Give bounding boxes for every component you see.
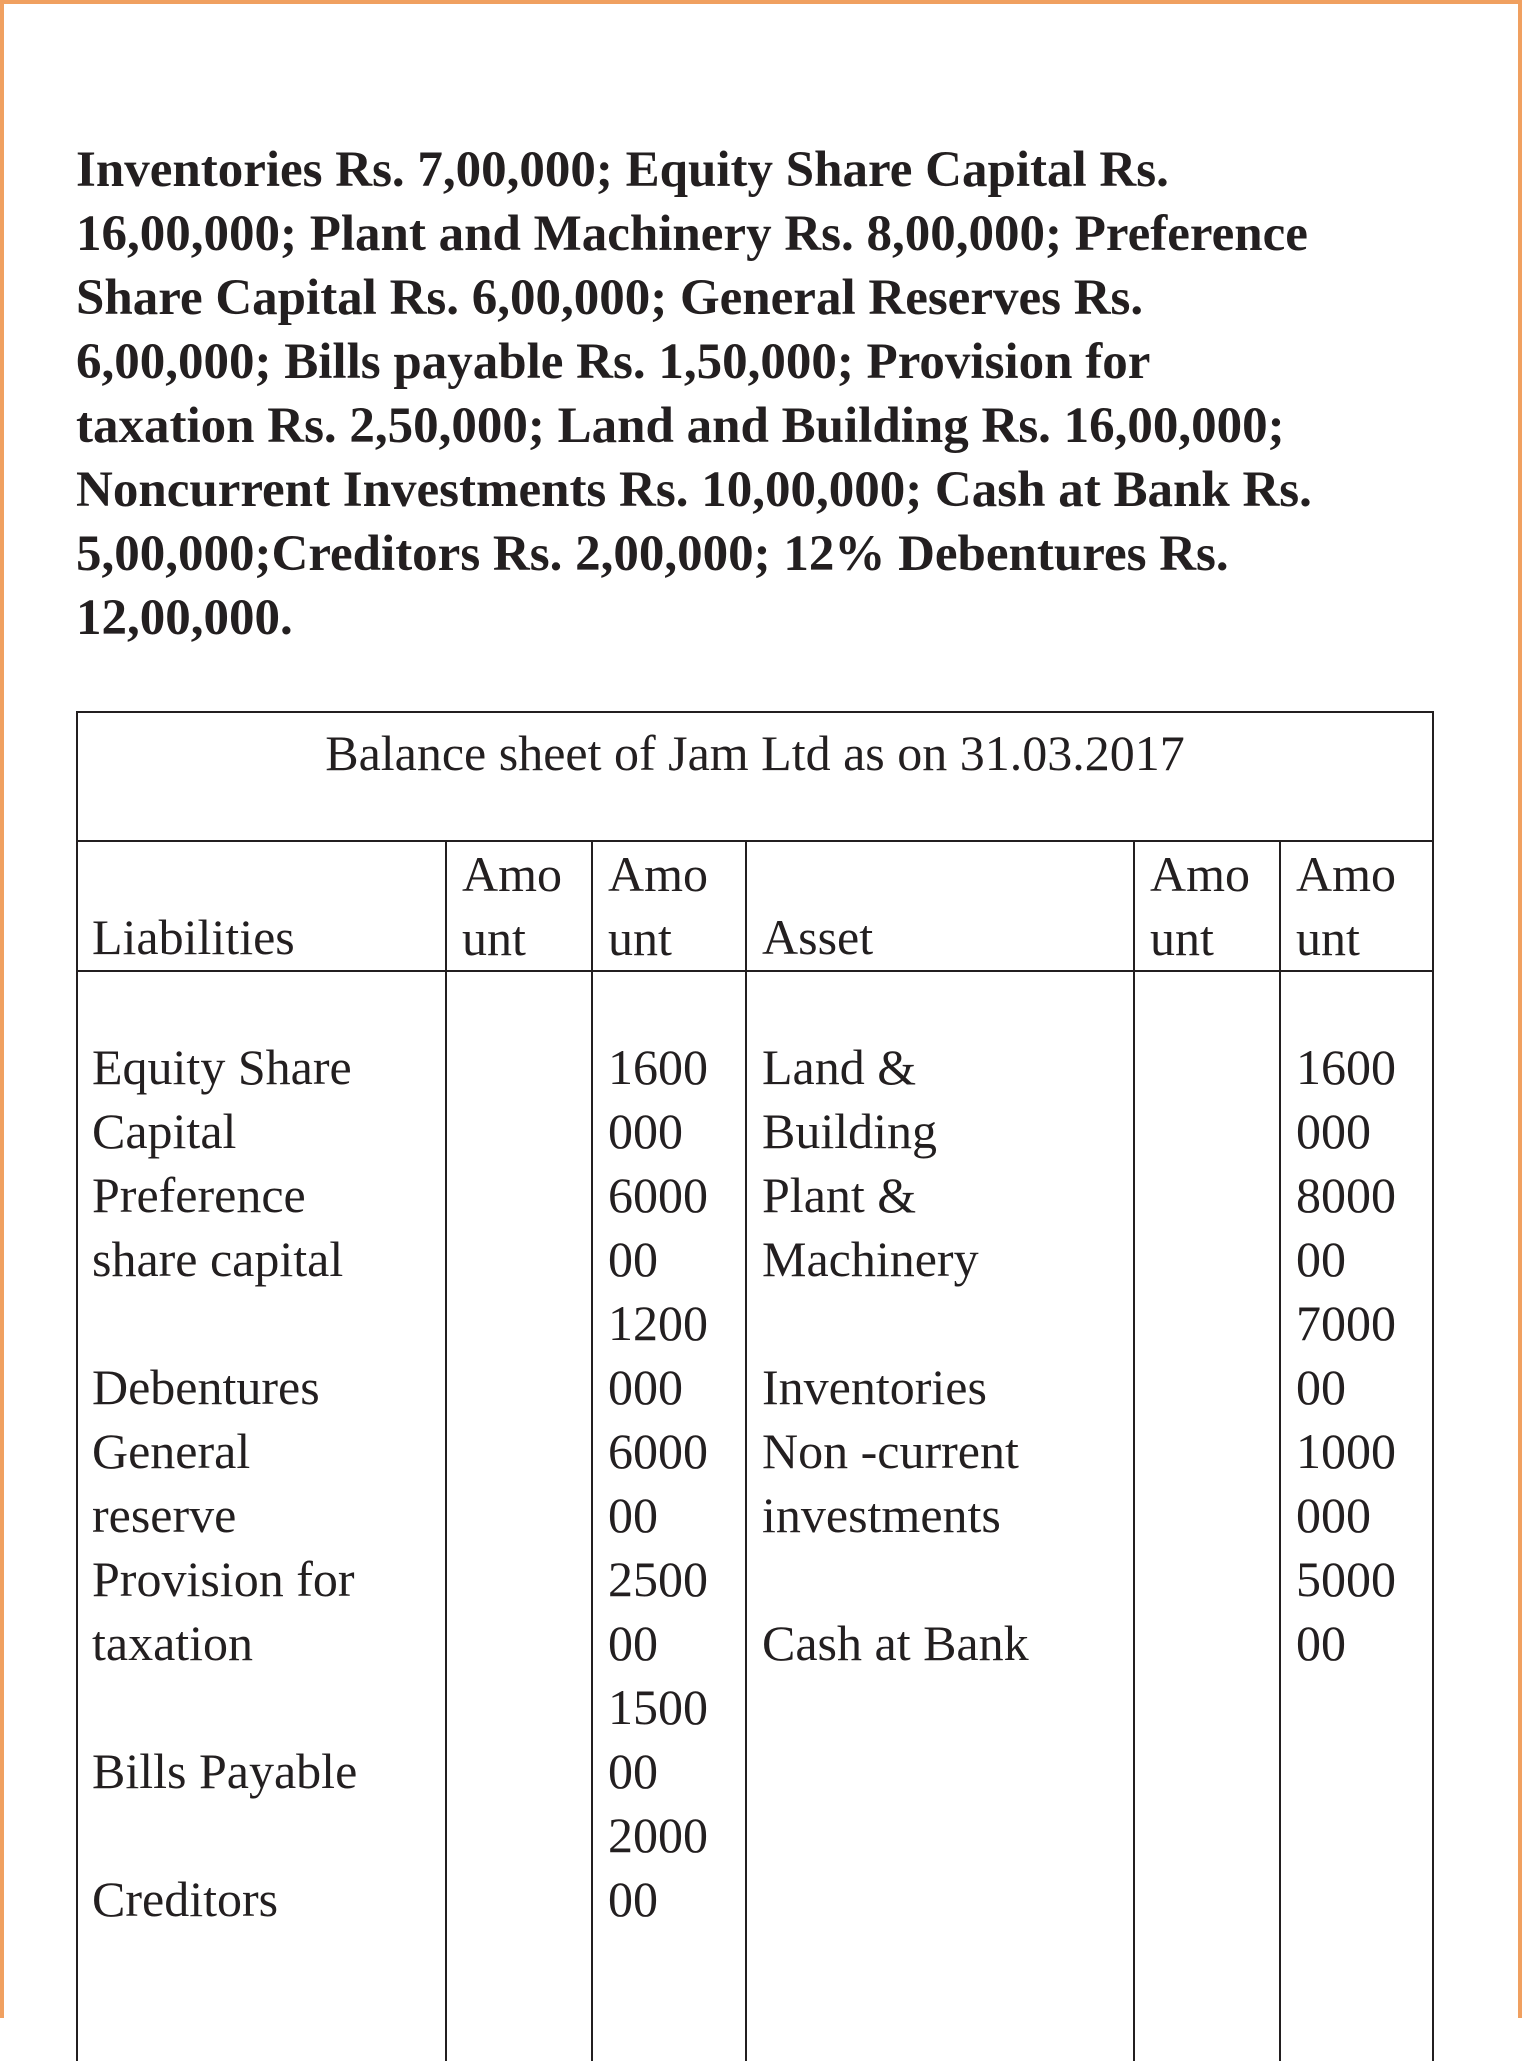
problem-line: Share Capital Rs. 6,00,000; General Reserves Rs. xyxy=(76,270,1144,326)
amount-line: 00 xyxy=(608,1743,658,1799)
amount-line: 1500 xyxy=(608,1679,708,1735)
liability-line: reserve xyxy=(92,1487,237,1543)
amount-line: 6000 xyxy=(608,1423,708,1479)
amount-line: 1000 xyxy=(1296,1423,1396,1479)
amount-line: 1600 xyxy=(1296,1039,1396,1095)
header-amount: Amo unt xyxy=(608,846,708,966)
column-divider xyxy=(1279,842,1281,2061)
amount-line: 000 xyxy=(1296,1103,1371,1159)
problem-line: 12,00,000. xyxy=(76,590,293,646)
column-divider xyxy=(1133,842,1135,2061)
problem-line: Inventories Rs. 7,00,000; Equity Share Capital Rs. xyxy=(76,142,1169,198)
table-top-border xyxy=(76,711,1434,713)
asset-line: Land & xyxy=(762,1039,917,1095)
liability-line xyxy=(92,1291,357,1355)
amount-line: 2500 xyxy=(608,1551,708,1607)
table-caption: Balance sheet of Jam Ltd as on 31.03.2017 xyxy=(325,725,1185,781)
assets-column xyxy=(762,1035,1029,1675)
header-amount: Amo unt xyxy=(1296,846,1396,966)
amount-line: 1600 xyxy=(608,1039,708,1095)
asset-line: Machinery xyxy=(762,1231,979,1287)
amount-line: 000 xyxy=(608,1359,683,1415)
liability-line xyxy=(92,1803,357,1867)
amount-line: 5000 xyxy=(1296,1551,1396,1607)
asset-line: investments xyxy=(762,1487,1001,1543)
problem-line: taxation Rs. 2,50,000; Land and Building Rs. 16,00,000; xyxy=(76,398,1285,454)
liability-line: Capital xyxy=(92,1103,237,1159)
problem-statement xyxy=(76,138,1456,650)
liability-line: Debentures xyxy=(92,1359,320,1415)
liability-line xyxy=(92,971,357,1035)
asset-line xyxy=(762,1291,1029,1355)
asset-line: Inventories xyxy=(762,1359,987,1415)
balance-sheet-table xyxy=(76,711,1434,2061)
asset-line: Non -current xyxy=(762,1423,1019,1479)
liability-line: share capital xyxy=(92,1231,344,1287)
problem-line: 6,00,000; Bills payable Rs. 1,50,000; Provision for xyxy=(76,334,1151,390)
amount-line: 00 xyxy=(608,1871,658,1927)
amount-line: 00 xyxy=(1296,1615,1346,1671)
liability-line: Preference xyxy=(92,1167,306,1223)
amount-line: 2000 xyxy=(608,1807,708,1863)
liability-line xyxy=(92,1675,357,1739)
asset-line: Cash at Bank xyxy=(762,1615,1029,1671)
amount-line: 8000 xyxy=(1296,1167,1396,1223)
amount-line: 00 xyxy=(608,1231,658,1287)
asset-line xyxy=(762,1547,1029,1611)
liability-line: Creditors xyxy=(92,1871,279,1927)
amount-line: 00 xyxy=(608,1615,658,1671)
amount-line: 00 xyxy=(1296,1231,1346,1287)
header-liabilities: Liabilities xyxy=(92,909,295,965)
problem-line: 5,00,000;Creditors Rs. 2,00,000; 12% Debentures Rs. xyxy=(76,526,1229,582)
header-amount: Amo unt xyxy=(1150,846,1250,966)
amount-line: 000 xyxy=(608,1103,683,1159)
problem-line: 16,00,000; Plant and Machinery Rs. 8,00,000; Preference xyxy=(76,206,1308,262)
amount-line: 00 xyxy=(608,1487,658,1543)
amount-line: 6000 xyxy=(608,1167,708,1223)
liability-line: General xyxy=(92,1423,251,1479)
amount-line: 000 xyxy=(1296,1487,1371,1543)
amount-line: 7000 xyxy=(1296,1295,1396,1351)
header-amount: Amo unt xyxy=(462,846,562,966)
header-asset: Asset xyxy=(762,909,874,965)
liabilities-amount-column xyxy=(608,1035,708,1931)
liability-line: Provision for xyxy=(92,1551,355,1607)
assets-amount-column xyxy=(1296,1035,1396,1675)
liability-line: taxation xyxy=(92,1615,254,1671)
liabilities-column xyxy=(92,971,357,1931)
amount-line: 1200 xyxy=(608,1295,708,1351)
column-divider xyxy=(591,842,593,2061)
asset-line: Plant & xyxy=(762,1167,917,1223)
problem-line: Noncurrent Investments Rs. 10,00,000; Cash at Bank Rs. xyxy=(76,462,1312,518)
asset-line: Building xyxy=(762,1103,938,1159)
liability-line: Bills Payable xyxy=(92,1743,358,1799)
amount-line: 00 xyxy=(1296,1359,1346,1415)
liability-line: Equity Share xyxy=(92,1039,352,1095)
column-divider xyxy=(445,842,447,2061)
column-divider xyxy=(745,842,747,2061)
